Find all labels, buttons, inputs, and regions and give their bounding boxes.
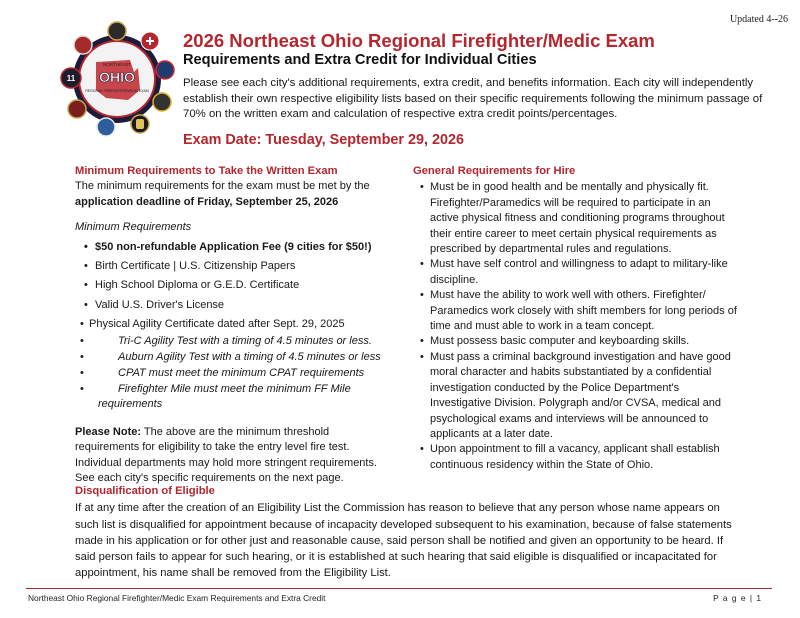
disqualification-heading: Disqualification of Eligible [75, 485, 215, 497]
regional-exam-seal [58, 20, 176, 138]
list-item: • Must be in good health and be mentally and physically fit. Firefighter/Paramedics will be required to participate in an active physical fitness and conditioning programs throughout their entire career to meet certain physical requirements as prescribed by departmental rules and regulations. [420, 181, 725, 256]
disqualification-text: If at any time after the creation of an Eligibility List the Commission has reason to believe that any person whose name appears on such list is disqualified for appointment because of incapacity developed subsequent to his examination, because of false statements made in his application or for other just and reasonable cause, said person shall be notified and given an opportunity to be heard. If said person fails to appear for such hearing, or it is established at such hearing that said eligible is disqualified or incapacitated for appointment, his name shall be removed from the Eligibility List. [75, 502, 732, 580]
list-item: • Must pass a criminal background investigation and have good moral character and habits substantiated by a confidential investigation conducted by the Police Department's Investigative Division. Polygraph and/or CVSA, medical and psychological exams and interviews will be announced to applicants at a later date. [420, 350, 731, 440]
page-title: 2026 Northeast Ohio Regional Firefighter/Medic Exam [183, 30, 655, 51]
page-subtitle: Requirements and Extra Credit for Individual Cities [183, 52, 537, 68]
general-requirements-list [413, 180, 738, 473]
seal-ring-label: NORTHEAST [103, 62, 131, 67]
general-requirements-heading: General Requirements for Hire [413, 165, 576, 177]
list-item-physical-agility: • Physical Agility Certificate dated after Sept. 29, 2025 • Tri-C Agility Test with a timing of 4.5 minutes or less. • Auburn Agility Test with a timing of 4.5 minutes or less • CPAT must meet the minimum CPAT requirements • Firefighter Mile must meet the minimum FF Mile requirements [75, 315, 395, 413]
list-item: • Must have the ability to work well with others. Firefighter/ Paramedics work closely with shift members for long periods of time and must able to work in a team concept. [420, 289, 737, 333]
footer-title: Northeast Ohio Regional Firefighter/Medic Exam Requirements and Extra Credit [28, 593, 326, 603]
list-item: • Tri-C Agility Test with a timing of 4.5 minutes or less. [80, 335, 372, 348]
list-item: • CPAT must meet the minimum CPAT requirements [80, 366, 365, 379]
list-item: • Firefighter Mile must meet the minimum FF Mile [80, 382, 351, 395]
list-item: • Must have self control and willingness to adapt to military-like discipline. [420, 258, 728, 286]
list-item: • $50 non-refundable Application Fee (9 cities for $50!) [84, 240, 372, 253]
minimum-requirements-heading: Minimum Requirements to Take the Written Exam [75, 165, 338, 177]
please-note-label: Please Note: [75, 426, 142, 439]
list-item: • High School Diploma or G.E.D. Certificate [84, 279, 300, 292]
list-item: • Upon appointment to fill a vacancy, applicant shall establish continuous residency within the State of Ohio. [420, 443, 720, 471]
page-number: P a g e | 1 [713, 593, 762, 603]
application-deadline: application deadline of Friday, September 25, 2026 [75, 195, 339, 208]
seal-sub-label: REGIONAL FIREFIGHTER/MEDIC EXAM [85, 89, 149, 93]
exam-date: Exam Date: Tuesday, September 29, 2026 [183, 132, 465, 148]
intro-paragraph: Please see each city's additional requirements, extra credit, and benefits information. Each city will independently establish their own respective eligibility lists based on their specific requirements following the minimum passage of 70% on the written exam and calculation of respective extra credit points/percentages. [183, 77, 763, 120]
updated-date: Updated 4--26 [729, 14, 788, 25]
seal-badge-number: 11 [66, 74, 76, 83]
footer-divider [26, 588, 772, 589]
seal-center-label: OHIO [99, 69, 135, 85]
please-note [75, 425, 395, 486]
list-item: • Birth Certificate | U.S. Citizenship Papers [84, 259, 296, 272]
please-note-text: The above are the minimum threshold requirements for eligibility to take the entry level fire test. Individual departments may hold more stringent requirements. See each city's specific requirements on the next page. [75, 426, 378, 484]
agility-test-list [80, 334, 395, 413]
list-item: • Auburn Agility Test with a timing of 4.5 minutes or less [80, 350, 381, 363]
general-requirements-section [413, 164, 738, 473]
list-item-continuation: requirements [98, 398, 163, 411]
minimum-requirements-list [75, 238, 395, 413]
minimum-requirements-label: Minimum Requirements [75, 221, 192, 234]
minimum-requirements-section [75, 164, 395, 486]
list-item: • Valid U.S. Driver's License [84, 298, 225, 311]
list-item: • Must possess basic computer and keyboarding skills. [420, 335, 690, 348]
minimum-requirements-text: The minimum requirements for the exam must be met by the [75, 180, 370, 193]
disqualification-section [75, 483, 735, 582]
